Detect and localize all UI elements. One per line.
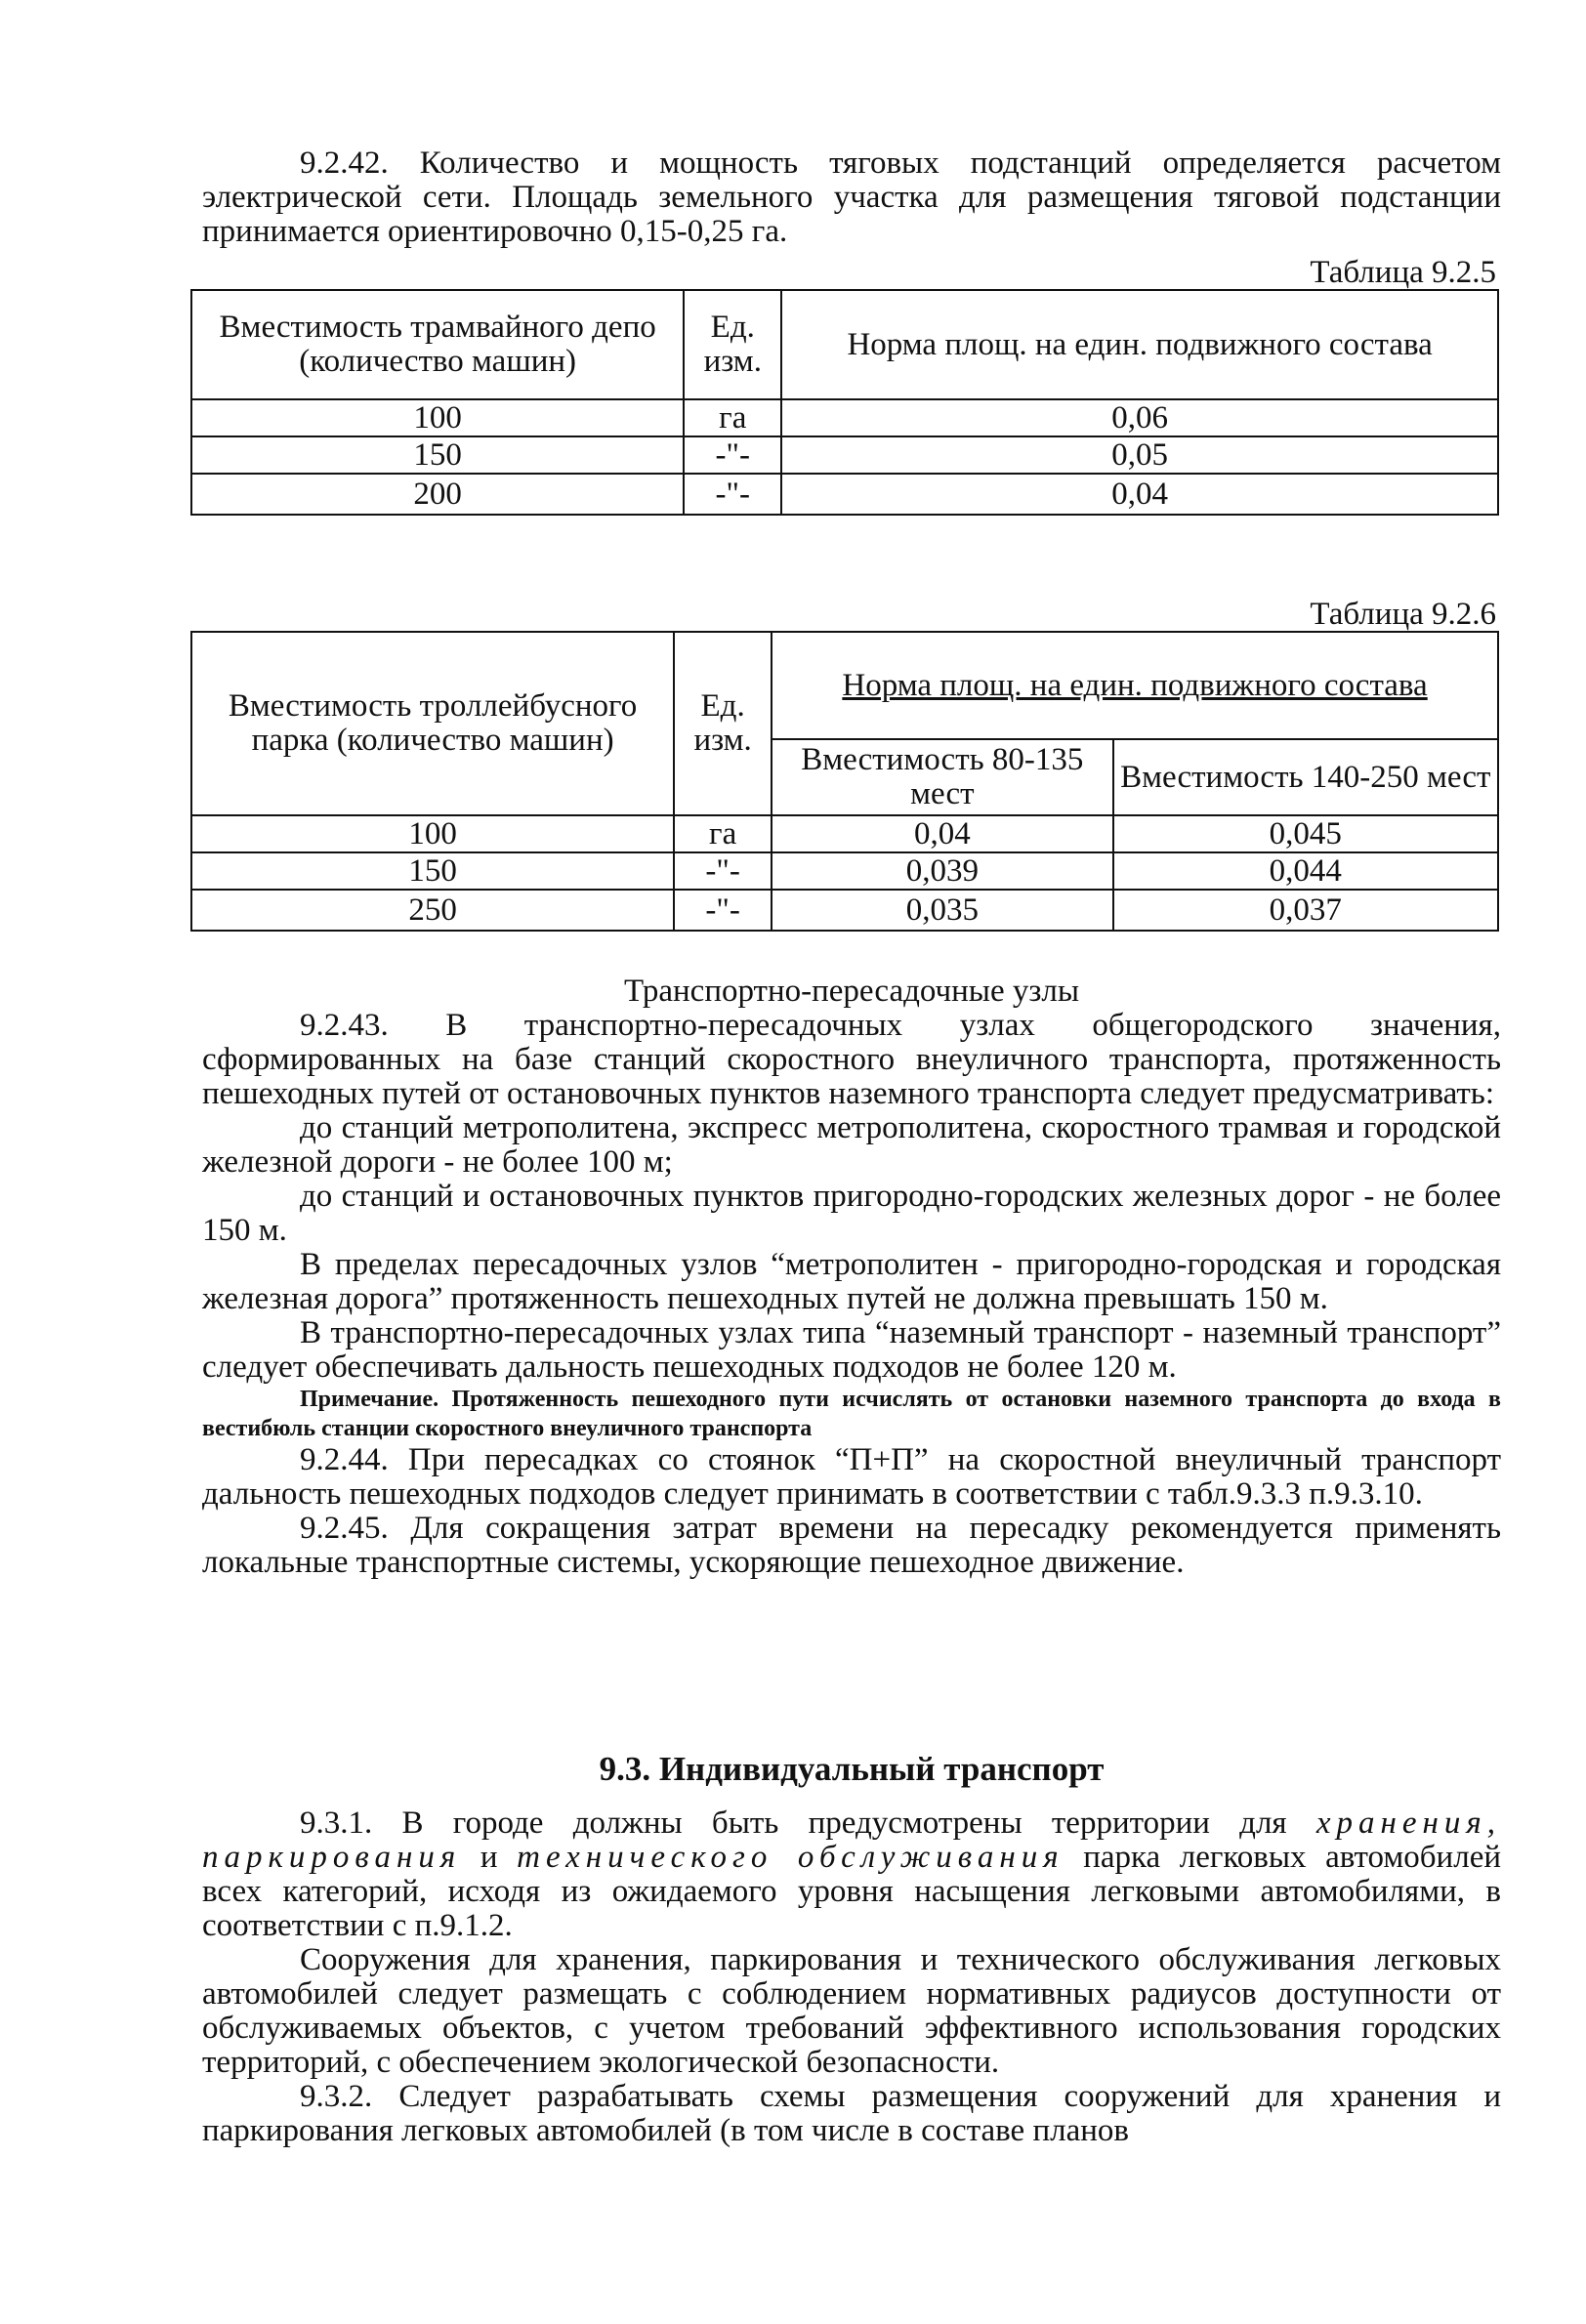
hubs-note: Примечание. Протяженность пешеходного пути исчислять от остановки наземного транспорта до входа в вестибюль станции скоростного внеуличного транспорта — [202, 1387, 1501, 1441]
header-capacity: Вместимость троллейбусного парка (количество машин) — [191, 632, 674, 815]
table-header-row — [191, 290, 1498, 399]
table-row — [191, 890, 1498, 931]
paragraph-9-3-1 — [202, 1806, 1501, 1943]
table-header-row — [191, 632, 1498, 739]
header-norm-group: Норма площ. на един. подвижного состава — [772, 632, 1498, 739]
table-row — [191, 436, 1498, 474]
cell-unit: -"- — [674, 890, 772, 931]
header-unit: Ед. изм. — [684, 290, 781, 399]
table-row — [191, 815, 1498, 852]
cell-capacity: 150 — [191, 436, 684, 474]
hubs-block — [202, 975, 1501, 1580]
section-9-3-block — [202, 1806, 1501, 2148]
table-9-2-5-caption: Таблица 9.2.5 — [1310, 255, 1496, 290]
paragraph-9-3-1-start: 9.3.1. В городе должны быть предусмотрены территории для — [300, 1805, 1287, 1841]
paragraph-metro-rail: В пределах пересадочных узлов “метрополитен - пригородно-городская и городская железная дорога” протяженность пешеходных путей не должна превышать 150 м. — [202, 1247, 1501, 1316]
table-9-2-6 — [190, 631, 1499, 932]
cell-value-1: 0,039 — [772, 852, 1113, 890]
cell-capacity: 100 — [191, 815, 674, 852]
cell-unit: -"- — [684, 474, 781, 515]
hubs-item-suburban: до станций и остановочных пунктов пригородно-городских железных дорог - не более 150 м. — [202, 1179, 1501, 1248]
paragraph-9-2-43: 9.2.43. В транспортно-пересадочных узлах общегородского значения, сформированных на базе станций скоростного внеуличного транспорта, протяженность пешеходных путей от остановочных пунктов наземного транспорта следует предусматривать: — [202, 1008, 1501, 1111]
paragraph-9-3-1-emphasis-2: технического обслуживания — [517, 1840, 1064, 1875]
cell-unit: га — [684, 399, 781, 436]
table-9-2-6-caption: Таблица 9.2.6 — [1310, 597, 1496, 632]
paragraph-9-3-1-emphasis: хранения, паркирования — [202, 1805, 1501, 1875]
table-9-2-5 — [190, 289, 1499, 516]
cell-unit: -"- — [674, 852, 772, 890]
cell-value-2: 0,044 — [1113, 852, 1498, 890]
header-unit: Ед. изм. — [674, 632, 772, 815]
intro-block — [202, 146, 1501, 249]
header-norm: Норма площ. на един. подвижного состава — [781, 290, 1498, 399]
header-capacity-140-250: Вместимость 140-250 мест — [1113, 739, 1498, 815]
header-capacity-80-135: Вместимость 80-135 мест — [772, 739, 1113, 815]
table-row — [191, 399, 1498, 436]
cell-unit: га — [674, 815, 772, 852]
hubs-title: Транспортно-пересадочные узлы — [623, 974, 1080, 1009]
cell-norm: 0,06 — [781, 399, 1498, 436]
cell-value-2: 0,045 — [1113, 815, 1498, 852]
paragraph-9-3-2: 9.3.2. Следует разрабатывать схемы размещения сооружений для хранения и паркирования легковых автомобилей (в том числе в составе планов — [202, 2079, 1501, 2148]
cell-norm: 0,05 — [781, 436, 1498, 474]
paragraph-structures: Сооружения для хранения, паркирования и технического обслуживания легковых автомобилей следует размещать с соблюдением нормативных радиусов доступности от обслуживаемых объектов, с учетом требований эффективного использования городских территорий, с обеспечением экологической безопасности. — [202, 1942, 1501, 2080]
cell-value-1: 0,04 — [772, 815, 1113, 852]
paragraph-9-2-44: 9.2.44. При пересадках со стоянок “П+П” на скоростной внеуличный транспорт дальность пешеходных подходов следует принимать в соответствии с табл.9.3.3 п.9.3.10. — [202, 1442, 1501, 1512]
cell-unit: -"- — [684, 436, 781, 474]
cell-capacity: 200 — [191, 474, 684, 515]
hubs-item-metro: до станций метрополитена, экспресс метрополитена, скоростного трамвая и городской железной дороги - не более 100 м; — [202, 1110, 1501, 1180]
paragraph-9-2-45: 9.2.45. Для сокращения затрат времени на пересадку рекомендуется применять локальные транспортные системы, ускоряющие пешеходное движение. — [202, 1511, 1501, 1580]
paragraph-9-3-1-end: парка легковых автомобилей всех категорий, исходя из ожидаемого уровня насыщения легковыми автомобилями, в соответствии с п.9.1.2. — [202, 1840, 1501, 1943]
cell-norm: 0,04 — [781, 474, 1498, 515]
cell-capacity: 150 — [191, 852, 674, 890]
table-row — [191, 474, 1498, 515]
cell-value-1: 0,035 — [772, 890, 1113, 931]
header-capacity: Вместимость трамвайного депо (количество машин) — [191, 290, 684, 399]
paragraph-9-2-42: 9.2.42. Количество и мощность тяговых подстанций определяется расчетом электрической сети. Площадь земельного участка для размещения тяговой подстанции принимается ориентировочно 0,15-0,25 га. — [202, 145, 1501, 249]
cell-capacity: 100 — [191, 399, 684, 436]
paragraph-ground-ground: В транспортно-пересадочных узлах типа “наземный транспорт - наземный транспорт” следует обеспечивать дальность пешеходных подходов не более 120 м. — [202, 1315, 1501, 1385]
section-9-3-heading: 9.3. Индивидуальный транспорт — [599, 1750, 1105, 1788]
cell-value-2: 0,037 — [1113, 890, 1498, 931]
cell-capacity: 250 — [191, 890, 674, 931]
paragraph-9-3-1-and: и — [480, 1840, 498, 1875]
table-row — [191, 852, 1498, 890]
